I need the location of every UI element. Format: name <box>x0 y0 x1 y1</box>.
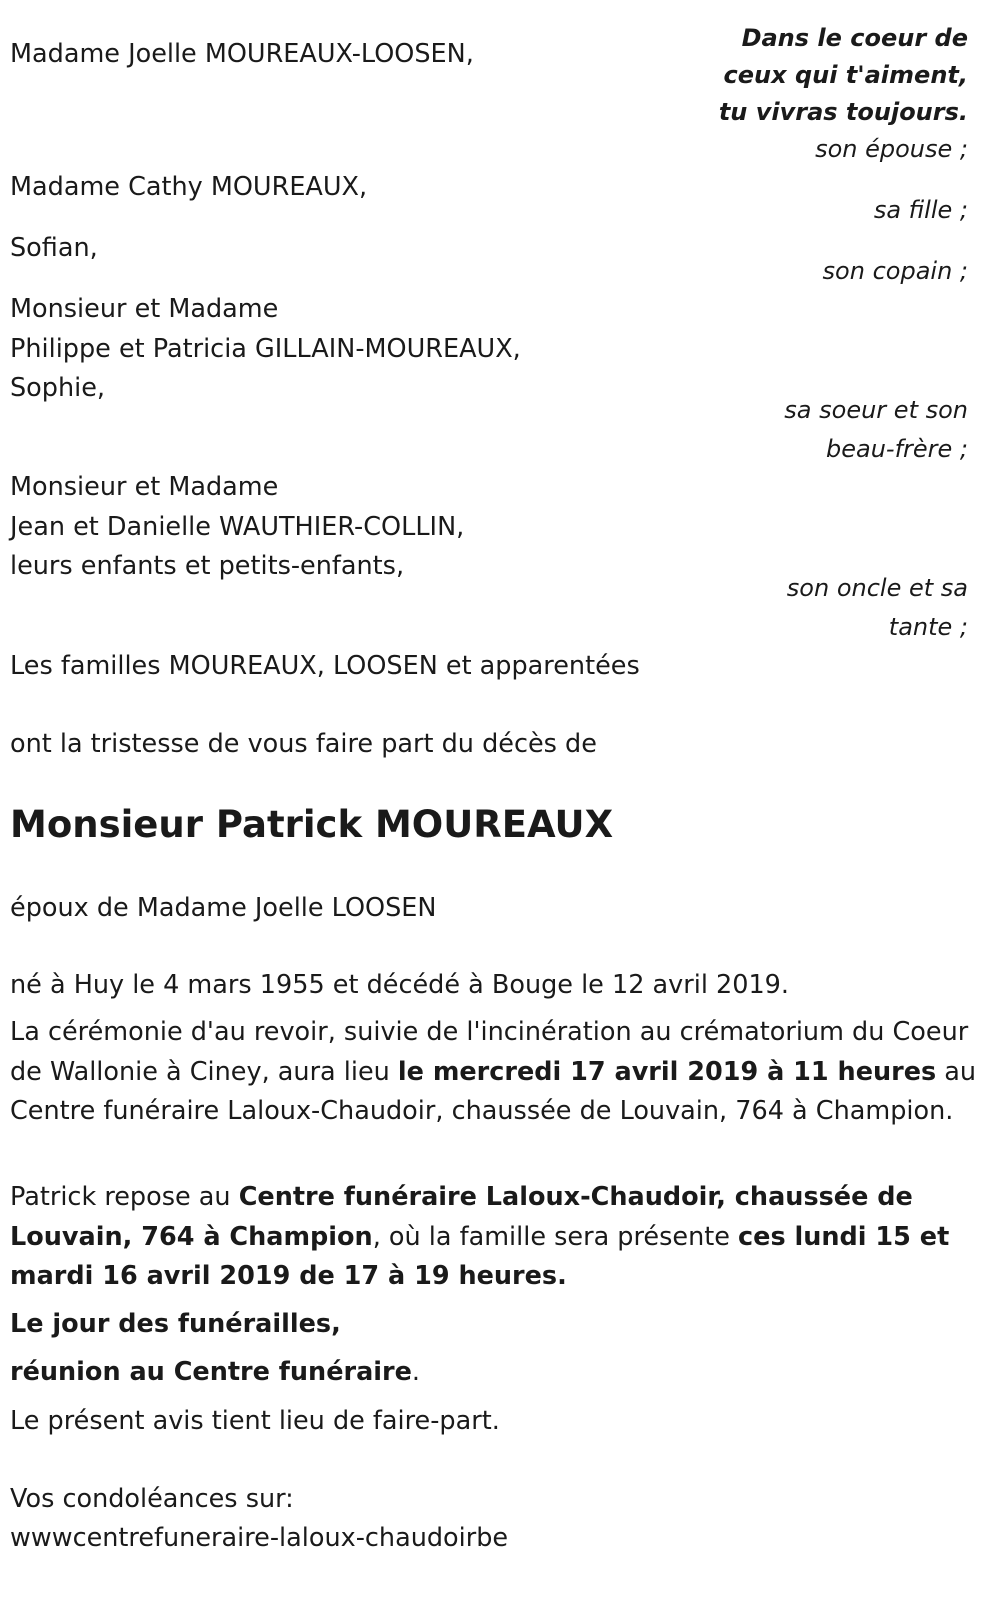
family-member-spouse: Madame Joelle MOUREAUX-LOOSEN, <box>10 39 474 69</box>
families-line: Les familles MOUREAUX, LOOSEN et apparentées <box>10 651 640 681</box>
visitation-paragraph <box>10 1178 980 1297</box>
ceremony-paragraph <box>10 1013 980 1132</box>
spouse-line: époux de Madame Joelle LOOSEN <box>10 893 437 923</box>
condolences-url[interactable]: wwwcentrefuneraire-laloux-chaudoirbe <box>10 1523 509 1553</box>
ceremony-text-before: La cérémonie d'au revoir, suivie de l'incinération au crématorium du Coeur de Wallonie à Ciney, aura lieu <box>10 1017 969 1087</box>
condolences-label: Vos condoléances sur: <box>10 1484 294 1514</box>
meeting-suffix: . <box>411 1357 421 1387</box>
funeral-day-line: Le jour des funérailles, <box>10 1309 341 1339</box>
visitation-text-middle: , où la famille sera présente <box>372 1221 739 1252</box>
ceremony-text-after: au Centre funéraire Laloux-Chaudoir, chaussée de Louvain, 764 à Champion. <box>10 1056 977 1126</box>
relation-daughter: sa fille ; <box>873 196 968 224</box>
meeting-bold: réunion au Centre funéraire <box>10 1357 412 1387</box>
ceremony-date: le mercredi 17 avril 2019 à 11 heures <box>397 1056 937 1087</box>
family-member-sister: Monsieur et Madame Philippe et Patricia GILLAIN-MOUREAUX, Sophie, <box>10 294 521 403</box>
birth-death-line: né à Huy le 4 mars 1955 et décédé à Bouge le 12 avril 2019. <box>10 970 790 1000</box>
relation-uncle: son oncle et sa tante ; <box>786 574 968 641</box>
deceased-name: Monsieur Patrick MOUREAUX <box>10 803 614 846</box>
visitation-text-before: Patrick repose au <box>10 1182 239 1212</box>
family-member-uncle: Monsieur et Madame Jean et Danielle WAUTHIER-COLLIN, leurs enfants et petits-enfants, <box>10 472 465 581</box>
visitation-place: Centre funéraire Laloux-Chaudoir, chaussée de Louvain, 764 à Champion <box>10 1182 913 1252</box>
relation-partner: son copain ; <box>822 257 968 285</box>
relation-sister: sa soeur et son beau-frère ; <box>784 396 968 463</box>
announcement: ont la tristesse de vous faire part du décès de <box>10 729 597 759</box>
family-member-partner: Sofian, <box>10 233 98 263</box>
relation-spouse: son épouse ; <box>815 135 968 163</box>
visitation-dates: ces lundi 15 et mardi 16 avril 2019 de 17 à 19 heures. <box>10 1221 950 1291</box>
meeting-line <box>10 1352 420 1392</box>
notice-line: Le présent avis tient lieu de faire-part. <box>10 1406 500 1436</box>
family-member-daughter: Madame Cathy MOUREAUX, <box>10 172 368 202</box>
motto: Dans le coeur de ceux qui t'aiment, tu vivras toujours. <box>718 24 968 126</box>
